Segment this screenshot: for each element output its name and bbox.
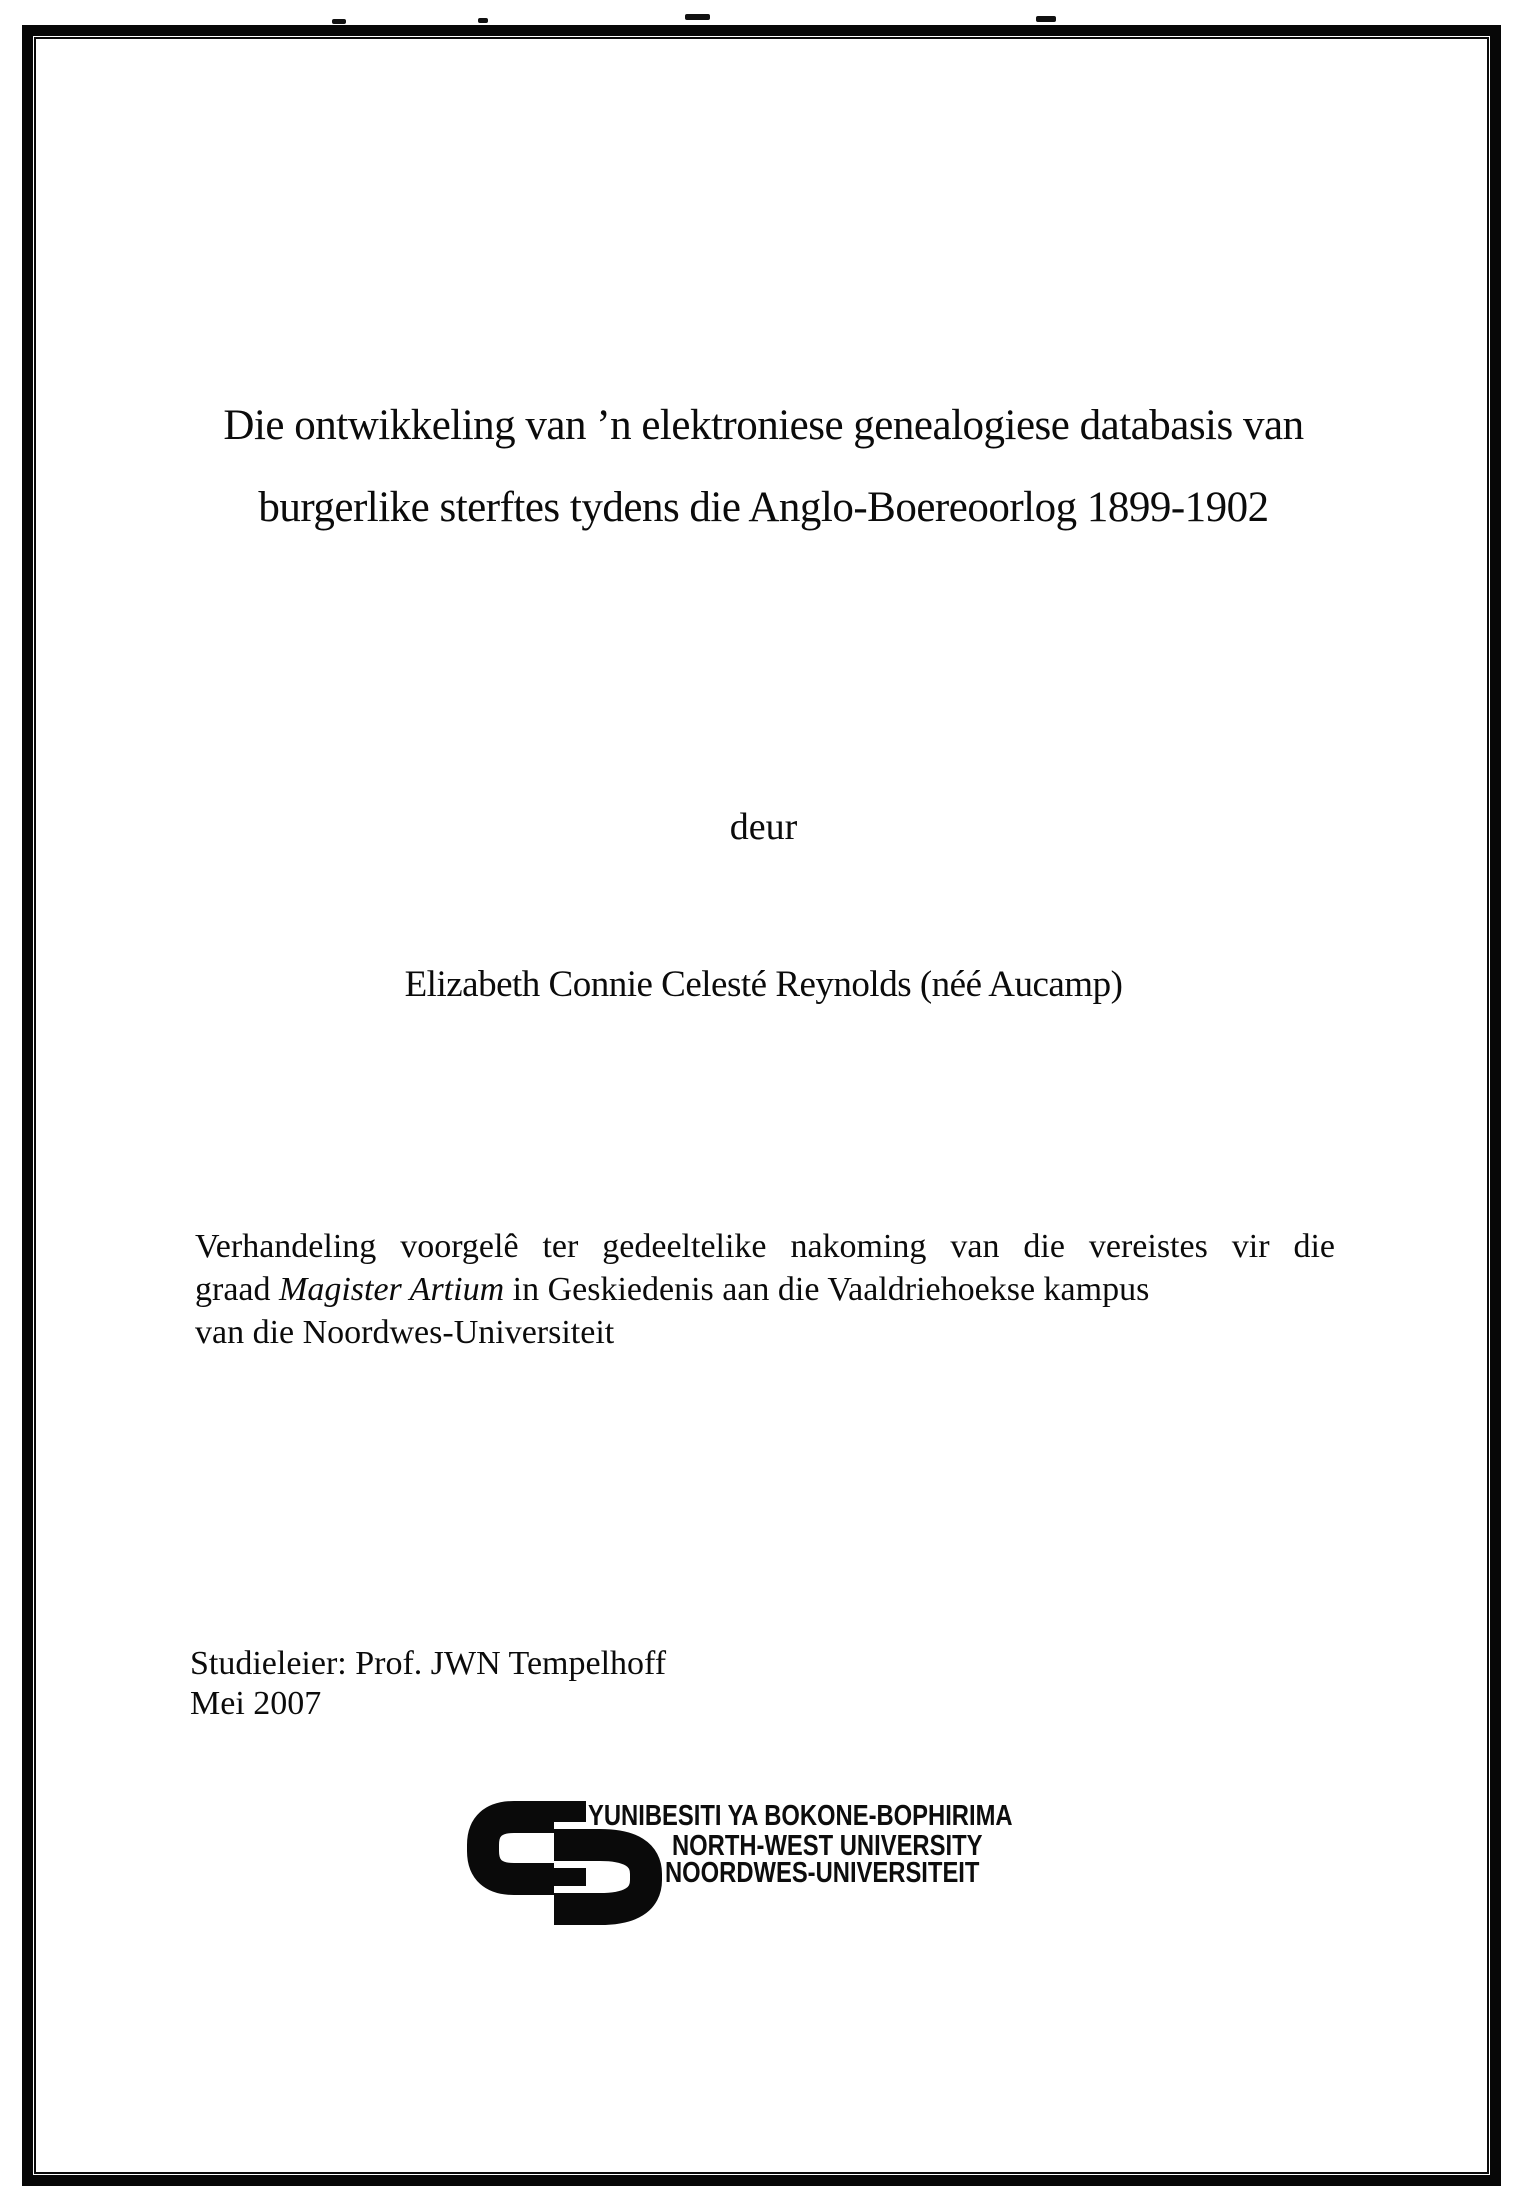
supervisor-line: Studieleier: Prof. JWN Tempelhoff <box>190 1645 667 1682</box>
thesis-title-line-1: Die ontwikkeling van ’n elektroniese genealogiese databasis van <box>223 402 1304 449</box>
description-line-2-suffix: in Geskiedenis aan die Vaaldriehoekse kampus <box>504 1271 1150 1308</box>
thesis-title-line-2: burgerlike sterftes tydens die Anglo-Boereoorlog 1899-1902 <box>258 484 1269 531</box>
thesis-description <box>195 1225 1335 1354</box>
logo-name-english: NORTH-WEST UNIVERSITY <box>672 1830 983 1862</box>
date-line: Mei 2007 <box>190 1685 322 1722</box>
logo-name-afrikaans: NOORDWES-UNIVERSITEIT <box>665 1857 980 1889</box>
scan-artifact <box>478 18 488 23</box>
description-line-1: Verhandeling voorgelê ter gedeeltelike nakoming van die vereistes vir die <box>195 1228 1335 1265</box>
degree-name-italic: Magister Artium <box>279 1271 505 1308</box>
scan-artifact <box>332 19 346 24</box>
author-name: Elizabeth Connie Celesté Reynolds (néé Aucamp) <box>404 964 1123 1005</box>
description-line-3: van die Noordwes-Universiteit <box>195 1314 615 1351</box>
description-line-2-prefix: graad <box>195 1271 280 1308</box>
description-line-2 <box>195 1268 1335 1311</box>
scan-artifact <box>1036 16 1056 22</box>
byline-deur: deur <box>729 806 798 848</box>
thesis-title <box>60 385 1467 549</box>
scan-artifact <box>685 14 710 20</box>
logo-name-setswana: YUNIBESITI YA BOKONE-BOPHIRIMA <box>588 1800 1013 1832</box>
supervisor-block <box>190 1644 666 1724</box>
